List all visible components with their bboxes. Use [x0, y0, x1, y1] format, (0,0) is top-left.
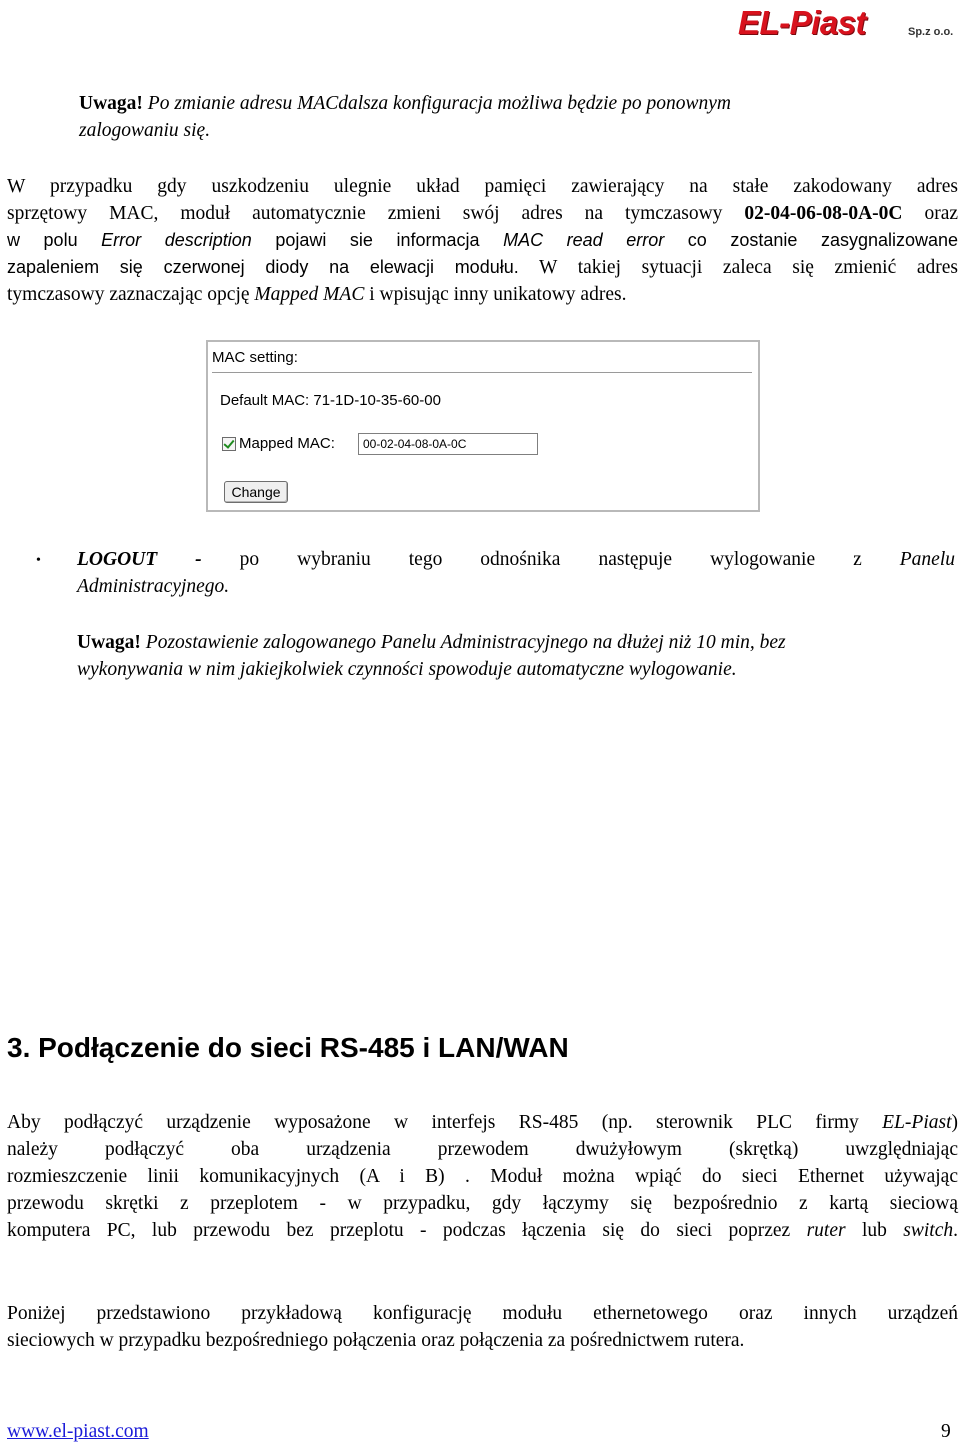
page-number: 9	[941, 1421, 951, 1442]
note-label: Uwaga!	[77, 632, 141, 653]
text-line: W przypadku gdy uszkodzeniu ulegnie układ pamięci zawierający na stałe zakodowany adres	[7, 176, 958, 197]
website-link[interactable]: www.el-piast.com	[7, 1421, 149, 1442]
text-line: wykonywania w nim jakiejkolwiek czynności spowoduje automatyczne wylogowanie.	[77, 659, 737, 680]
note-mac-change	[79, 90, 939, 144]
temp-mac-address: 02-04-06-08-0A-0C	[744, 203, 903, 224]
text-line: w polu Error description pojawi sie informacja MAC read error co zostanie zasygnalizowane	[7, 230, 959, 250]
paragraph-mac-error	[7, 173, 958, 308]
text-line: Poniżej przedstawiono przykładową konfigurację modułu ethernetowego oraz innych urządzeń	[7, 1303, 958, 1324]
text-line: należy podłączyć oba urządzenia przewodem dwużyłowym (skrętką) uwzględniając	[7, 1139, 958, 1160]
text-line: przewodu skrętki z przeplotem - w przypadku, gdy łączymy się bezpośrednio z kartą sieciową	[7, 1193, 958, 1214]
mapped-mac-term: Mapped MAC	[254, 284, 365, 305]
mac-read-error-term: MAC read error	[503, 230, 665, 250]
mapped-mac-label: Mapped MAC:	[239, 435, 335, 452]
text-line: Aby podłączyć urządzenie wyposażone w interfejs RS-485 (np. sterownik PLC firmy EL-Piast)	[7, 1112, 958, 1133]
logout-description	[77, 546, 955, 600]
router-term: ruter	[806, 1220, 846, 1241]
text-line: zapaleniem się czerwonej diody na elewacji modułu. W takiej sytuacji zaleca się zmienić adres	[7, 257, 958, 278]
paragraph-config-intro	[7, 1300, 958, 1354]
note-text-cont: zalogowaniu się.	[79, 120, 211, 141]
change-button[interactable]: Change	[224, 481, 288, 503]
switch-term: switch	[903, 1220, 954, 1241]
text-line: tymczasowy zaznaczając opcję Mapped MAC i wpisując inny unikatowy adres.	[7, 284, 627, 305]
divider	[212, 372, 752, 373]
brand-term: EL-Piast	[882, 1112, 952, 1133]
text-line: komputera PC, lub przewodu bez przeplotu - podczas łączenia się do sieci poprzez ruter lub switch.	[7, 1220, 959, 1241]
text-line: sieciowych w przypadku bezpośredniego połączenia oraz połączenia za pośrednictwem rutera.	[7, 1330, 745, 1351]
company-logo	[738, 4, 958, 44]
logo-suffix: Sp.z o.o.	[908, 26, 954, 38]
bullet-icon: •	[36, 553, 41, 568]
paragraph-connection	[7, 1109, 958, 1244]
text-line: rozmieszczenie linii komunikacyjnych (A i B) . Moduł można wpiąć do sieci Ethernet używając	[7, 1166, 958, 1187]
note-text: Po zmianie adresu MACdalsza konfiguracja możliwa będzie po ponownym	[147, 93, 731, 114]
mapped-mac-checkbox[interactable]	[222, 437, 236, 451]
mac-setting-panel	[206, 340, 760, 512]
default-mac-label: Default MAC: 71-1D-10-35-60-00	[220, 392, 441, 409]
mac-setting-title: MAC setting:	[212, 349, 298, 366]
section-heading: 3. Podłączenie do sieci RS-485 i LAN/WAN	[7, 1032, 569, 1063]
note-auto-logout: Uwaga! Pozostawienie zalogowanego Panelu Administracyjnego na dłużej niż 10 min, bez wykonywania w nim jakiejkolwiek czynności spowoduje automatyczne wylogowanie.	[77, 629, 955, 683]
mapped-mac-input[interactable]	[358, 433, 538, 455]
logo-brand: EL-Piast	[738, 4, 867, 41]
text-line: Administracyjnego.	[77, 576, 230, 597]
text-line: sprzętowy MAC, moduł automatycznie zmieni swój adres na tymczasowy 02-04-06-08-0A-0C oraz	[7, 203, 959, 224]
logout-term: LOGOUT -	[77, 549, 202, 570]
text-line: LOGOUT - po wybraniu tego odnośnika następuje wylogowanie z Panelu	[77, 549, 955, 570]
error-description-term: Error description	[101, 230, 252, 250]
note-label: Uwaga!	[79, 93, 143, 114]
